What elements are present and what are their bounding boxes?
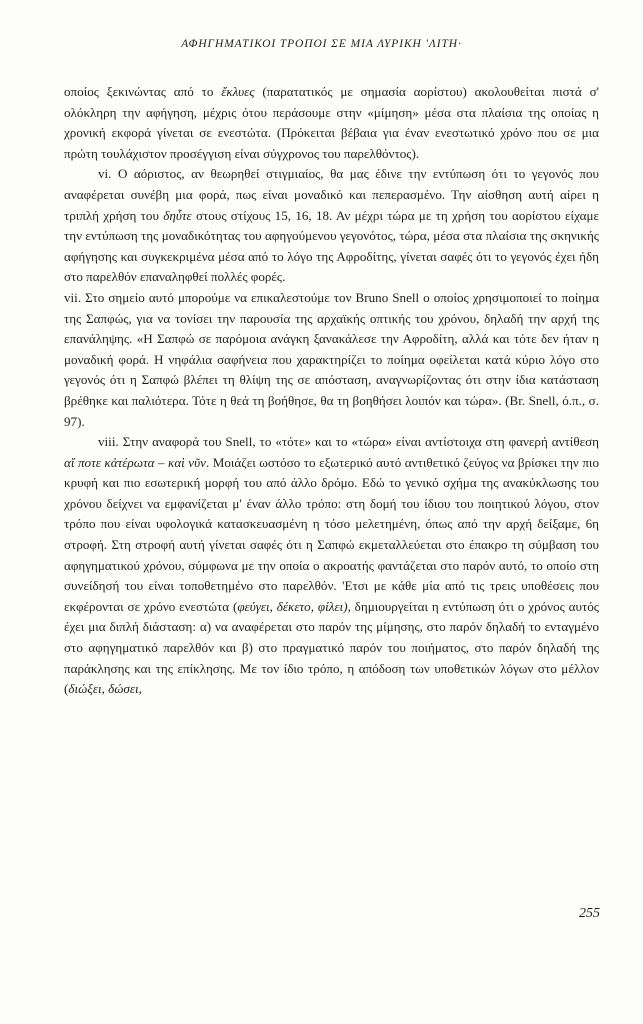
text-run: . Μοιάζει ωστόσο το εξωτερικό αυτό αντιθετικό ζεύγος να βρίσκει την πιο κρυφή και πιο εσωτερική μορφή του από άλλο δρόμο. Εδώ το γενικό σχήμα της ανακύκλωσης του χρόνου δείχνει να εμφανίζεται μ' έναν άλλο τρόπο: στη δομή του ίδιου του ποιητικού λόγου, στον τρόπο που είναι υφολογικά κατασκευασμένη η τόσο μελετημένη, όπως από την αρχή δείξαμε, 6η στροφή. Στη στροφή αυτή γίνεται σαφές ότι η Σαπφώ εκμεταλλεύεται στο έπακρο τη σύμβαση του αφηγηματικού χρόνου, σύμφωνα με την οποία ο ακροατής φαντάζεται στο παρόν αυτό, το οποίο στη συνείδησή του είναι τοποθετημένο στο παρελθόν. 'Ετσι με κάθε μία από τις τρεις υποθέσεις που εκφέρονται σε χρόνο ενεστώτα ( xyxy=(64,454,600,614)
text-run: οποίος ξεκινώντας από το xyxy=(64,84,222,99)
page-number: 255 xyxy=(579,906,600,921)
italic-text-run: αἴ ποτε κἀτέρωτα – καὶ νῦν xyxy=(64,454,206,470)
paragraph-vi xyxy=(64,164,599,288)
paragraph-vii xyxy=(64,288,599,432)
text-run: (παρατατικός με σημασία αορίστου) ακολουθείται πιστά σ' ολόκληρη την αφήγηση, μέχρις ότου περάσουμε στην «μίμηση» μέσα στα πλαίσια της οποίας η χρονική εκφορά γίνεται σε ενεστώτα. (Πρόκειται βέβαια για έναν ενεστωτικό χρόνο που σε μια πρώτη τουλάχιστον προσέγγιση είναι σύγχρονος του παρελθόντος). xyxy=(64,84,599,161)
text-run: viii. Στην αναφορά του Snell, το «τότε» και το «τώρα» είναι αντίστοιχα στη φανερή αντίθεση xyxy=(98,434,599,450)
italic-text-run: δηὖτε xyxy=(163,207,192,223)
paragraph-viii xyxy=(64,432,599,700)
italic-text-run: φεύγει, δέκετο, φίλει) xyxy=(237,598,348,614)
body-text xyxy=(64,82,599,700)
text-run: στους στίχους 15, 16, 18. Αν μέχρι τώρα με τη χρήση του αορίστου είχαμε την εντύπωση της μοναδικότητας του αφηγούμενου γεγονότος, τώρα, μέσα στα πλαίσια της σκηνικής αφήγησης και συγκεκριμένα μέσα από το λόγο της Αφροδίτης, γίνεται σαφές ότι το γεγονός έχει ήδη στο παρελθόν επαναληφθεί πολλές φορές. xyxy=(64,207,599,285)
text-run: , δημιουργείται η εντύπωση ότι ο χρόνος αυτός έχει μια διπλή διάσταση: α) να αναφέρεται στο παρόν της μίμησης, στο παρόν δηλαδή το ενταγμένο στο αφηγηματικό παρελθόν και β) στο πραγματικό παρόν του ποιήματος, στο παρόν δηλαδή της παράκλησης και της επίκλησης. Με τον ίδιο τρόπο, η απόδοση των υποθετικών λόγων στο μέλλον ( xyxy=(64,598,599,697)
running-title: ΑΦΗΓΗΜΑΤΙΚΟΙ ΤΡΟΠΟΙ ΣΕ ΜΙΑ ΛΥΡΙΚΗ 'ΛΙΤΗ· xyxy=(181,38,462,50)
italic-text-run: ἔκλυες xyxy=(221,84,255,99)
text-run: vi. Ο αόριστος, αν θεωρηθεί στιγμιαίος, θα μας έδινε την εντύπωση ότι το γεγονός που αναφέρεται συνέβη μια φορά, πως είναι μοναδικό και πεπερασμένο. Την αίσθηση αυτή αίρει η τριπλή χρήση του xyxy=(64,166,599,223)
paragraph-continuation xyxy=(64,82,599,164)
text-run: vii. Στο σημείο αυτό μπορούμε να επικαλεστούμε τον Bruno Snell ο οποίος χρησιμοποιεί το ποίημα της Σαπφώς, για να τονίσει την παρουσία της αρχαϊκής οπτικής του χρόνου, δηλαδή την αρχή της επανάληψης. «Η Σαπφώ σε παρόμοια ανάγκη ξανακάλεσε την Αφροδίτη, αλλά και τότε δεν ήταν η μοναδική φορά. Η νηφάλια σαφήνεια που χαρακτηρίζει το ποίημα οφείλεται κατά κύριο λόγο στο γεγονός ότι η Σαπφώ βλέπει τη θλίψη της σε απόσταση, αναγνωρίζοντας ότι στην ίδια κατάσταση βρέθηκε και παλιότερα. Τότε η θεά τη βοήθησε, θα τη βοηθήσει λοιπόν και τώρα». (Br. Snell, ό.π., σ. 97). xyxy=(64,289,599,429)
italic-text-run: διώξει, δώσει, xyxy=(68,681,142,697)
